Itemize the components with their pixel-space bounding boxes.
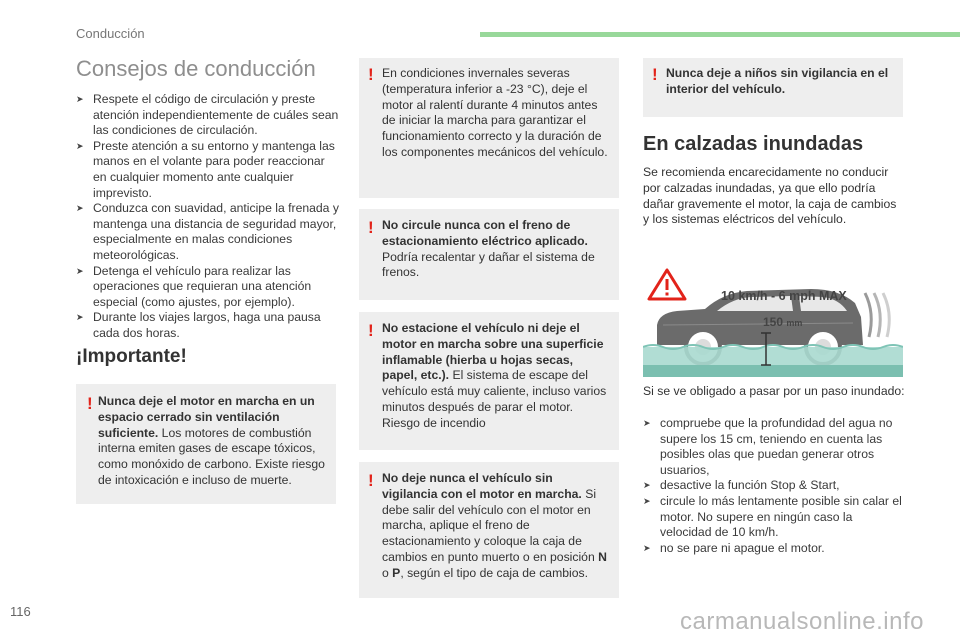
warning-text: En condiciones invernales severas (temperatura inferior a -23 °C), deje el motor al ralentí durante 4 minutos antes de iniciar la marcha para garantizar el funcionamiento correcto y la duración de los componentes mecánicos del vehículo. bbox=[382, 66, 608, 159]
warning-box-parking-brake bbox=[359, 209, 619, 300]
flood-lead: Si se ve obligado a pasar por un paso inundado: bbox=[643, 384, 905, 398]
flood-heading: En calzadas inundadas bbox=[643, 133, 864, 155]
exclamation-icon: ! bbox=[368, 471, 374, 490]
list-item: ➤ Conduzca con suavidad, anticipe la frenada y mantenga una distancia de seguridad mayor, especialmente en malas condiciones meteorológicas. bbox=[76, 201, 339, 262]
warning-text: No deje nunca el vehículo sin vigilancia con el motor en marcha. Si debe salir del vehículo con el motor en marcha, aplique el freno de estacionamiento y coloque la caja de cambios en punto muerto o en posición N o P, según el tipo de caja de cambios. bbox=[382, 471, 607, 580]
warning-text: No circule nunca con el freno de estacionamiento eléctrico aplicado. Podría recalentar y dañar el sistema de frenos. bbox=[382, 218, 595, 280]
exclamation-icon: ! bbox=[368, 65, 374, 84]
flood-steps-list bbox=[643, 416, 905, 556]
arrow-right-icon: ➤ bbox=[643, 495, 651, 506]
exclamation-icon: ! bbox=[368, 218, 374, 237]
warning-text: Nunca deje a niños sin vigilancia en el interior del vehículo. bbox=[666, 66, 889, 96]
depth-label: 150 mm bbox=[763, 315, 803, 329]
warning-text: Nunca deje el motor en marcha en un espacio cerrado sin ventilación suficiente. Los motores de combustión interna emiten gases de escape tóxicos, como monóxido de carbono. Existe riesgo de intoxicación e incluso de muerte. bbox=[98, 394, 325, 487]
warning-box-children bbox=[643, 58, 903, 117]
warning-box-unattended bbox=[359, 462, 619, 598]
arrow-right-icon: ➤ bbox=[76, 94, 84, 104]
warning-box-ventilation bbox=[76, 384, 336, 504]
warning-box-winter bbox=[359, 58, 619, 198]
page-number: 116 bbox=[10, 604, 31, 619]
watermark: carmanualsonline.info bbox=[680, 608, 924, 635]
arrow-right-icon: ➤ bbox=[643, 542, 651, 553]
list-item: ➤ Durante los viajes largos, haga una pausa cada dos horas. bbox=[76, 310, 321, 340]
list-item: ➤ desactive la función Stop & Start, bbox=[643, 478, 840, 493]
list-item: ➤ Preste atención a su entorno y mantenga las manos en el volante para poder reaccionar en cualquier momento ante cualquier imprevisto. bbox=[76, 138, 335, 200]
exclamation-icon: ! bbox=[652, 65, 658, 84]
flooded-road-illustration bbox=[643, 267, 903, 377]
arrow-right-icon: ➤ bbox=[76, 312, 84, 323]
speed-limit-label: 10 km/h - 6 mph MAX bbox=[721, 289, 847, 303]
list-item: ➤ no se pare ni apague el motor. bbox=[643, 540, 825, 555]
flood-intro: Se recomienda encarecidamente no conducir por calzadas inundadas, ya que ello podría dañar gravemente el motor, la caja de cambios y los sistemas eléctricos del vehículo. bbox=[643, 165, 897, 227]
arrow-right-icon: ➤ bbox=[643, 480, 651, 491]
list-item: ➤ Respete el código de circulación y preste atención independientemente de cuáles sean las condiciones de circulación. bbox=[76, 92, 339, 138]
section-label: Conducción bbox=[76, 26, 145, 41]
arrow-right-icon: ➤ bbox=[643, 418, 651, 428]
arrow-right-icon: ➤ bbox=[76, 203, 84, 214]
arrow-right-icon: ➤ bbox=[76, 265, 84, 276]
list-item: ➤ circule lo más lentamente posible sin calar el motor. No supere en ningún caso la velocidad de 10 km/h. bbox=[643, 493, 902, 540]
header-accent-bar bbox=[480, 32, 960, 37]
important-heading: ¡Importante! bbox=[76, 346, 187, 367]
warning-box-flammable bbox=[359, 312, 619, 450]
exclamation-icon: ! bbox=[368, 321, 374, 340]
arrow-right-icon: ➤ bbox=[76, 140, 84, 151]
exclamation-icon: ! bbox=[87, 394, 93, 413]
tips-list bbox=[76, 92, 340, 342]
page-title: Consejos de conducción bbox=[76, 56, 316, 81]
list-item: ➤ compruebe que la profundidad del agua no supere los 15 cm, teniendo en cuenta las posibles olas que puedan generar otros usuarios, bbox=[643, 416, 893, 477]
warning-text: No estacione el vehículo ni deje el motor en marcha sobre una superficie inflamable (hierba u hojas secas, papel, etc.). El sistema de escape del vehículo está muy caliente, incluso varios minutos después de parar el motor. Riesgo de incendio bbox=[382, 321, 607, 430]
list-item: ➤ Detenga el vehículo para realizar las operaciones que requieran una atención especial (como ajustes, por ejemplo). bbox=[76, 263, 312, 309]
